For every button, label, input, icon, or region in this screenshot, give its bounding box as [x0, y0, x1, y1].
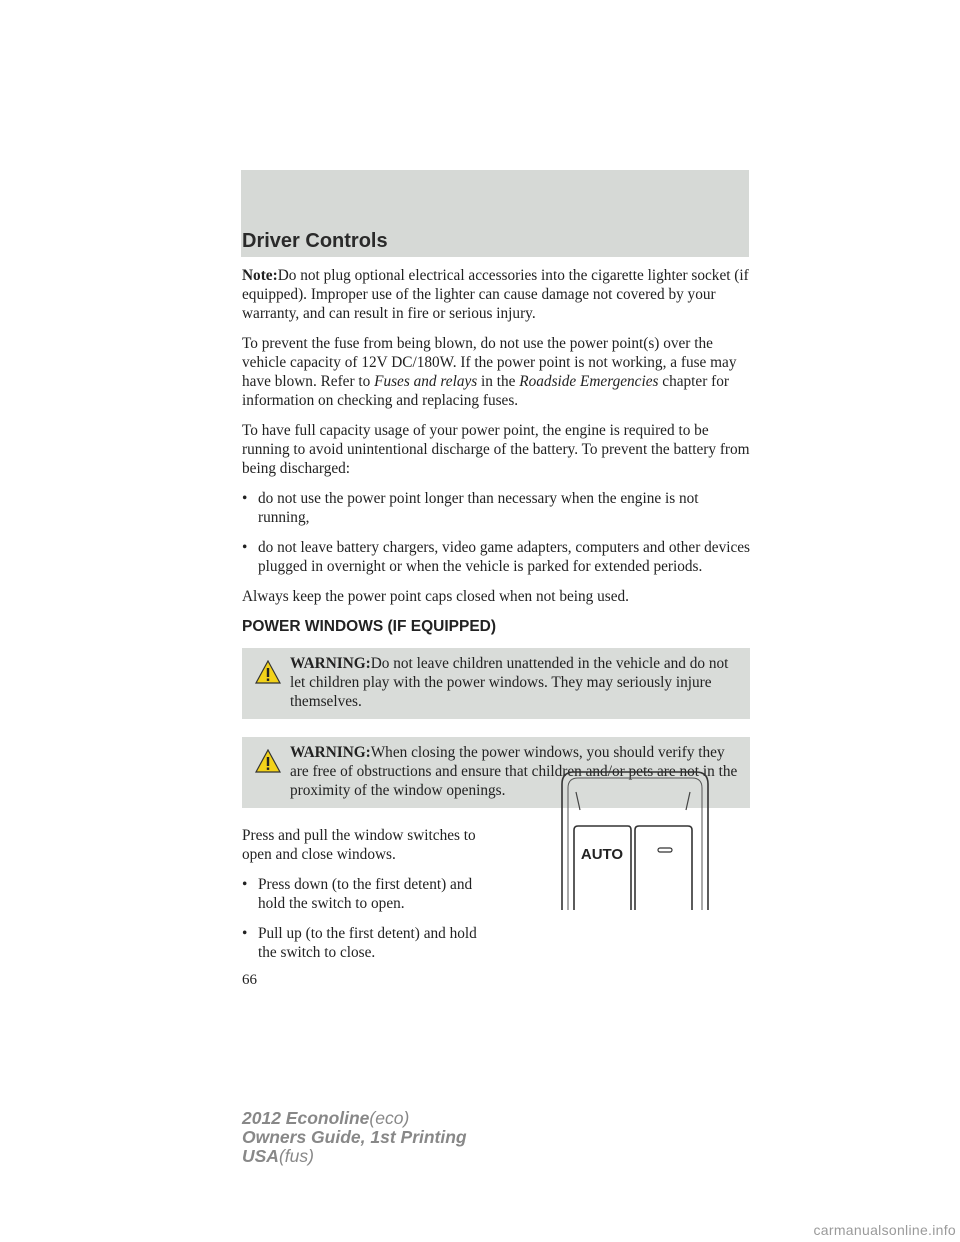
bullet-icon: •	[242, 876, 248, 893]
auto-label: AUTO	[580, 846, 624, 863]
switch-indicator-icon	[658, 848, 672, 852]
fuses-relays-reference: Fuses and relays	[374, 373, 478, 390]
list-item: • do not use the power point longer than necessary when the engine is not running,	[242, 490, 699, 526]
warning-triangle-icon	[255, 660, 281, 684]
bullet-icon: •	[242, 539, 248, 556]
watermark: carmanualsonline.info	[813, 1222, 956, 1238]
bullet-icon: •	[242, 925, 248, 942]
section-title: POWER WINDOWS (IF EQUIPPED)	[242, 618, 497, 635]
fuse-paragraph: To prevent the fuse from being blown, do not use the power point(s) over the vehicle capacity of 12V DC/180W. If the power point is not working, a fuse may have blown. Refer to Fuses and relays in the Roadside Emergencies chapter for information on checking and replacing fuses.	[242, 335, 737, 409]
page-number: 66	[242, 972, 257, 988]
warning-box: WARNING:When closing the power windows, you should verify they are free of obstructions and ensure that children and/or pets are not in the proximity of the window openings.	[242, 737, 750, 808]
note-paragraph: Note:Do not plug optional electrical accessories into the cigarette lighter socket (if equipped). Improper use of the lighter can cause damage not covered by your warranty, and can result in fire or serious injury.	[242, 267, 749, 322]
window-switch-illustration	[560, 770, 710, 912]
window-switch-paragraph: Press and pull the window switches to open and close windows.	[242, 827, 476, 863]
roadside-emergencies-reference: Roadside Emergencies	[519, 373, 659, 390]
caps-paragraph: Always keep the power point caps closed when not being used.	[242, 588, 630, 605]
list-item: • Pull up (to the first detent) and hold the switch to close.	[242, 925, 477, 961]
bullet-icon: •	[242, 490, 248, 507]
list-item: • do not leave battery chargers, video game adapters, computers and other devices plugged in overnight or when the vehicle is parked for extended periods.	[242, 539, 751, 575]
warning-box: WARNING:Do not leave children unattended in the vehicle and do not let children play with the power windows. They may seriously injure themselves.	[242, 648, 750, 719]
page-title: Driver Controls	[242, 230, 388, 252]
footer: 2012 Econoline(eco) Owners Guide, 1st Printing USA(fus)	[242, 1108, 467, 1166]
list-item: • Press down (to the first detent) and hold the switch to open.	[242, 876, 473, 912]
warning-triangle-icon	[255, 749, 281, 773]
capacity-paragraph: To have full capacity usage of your power point, the engine is required to be running to avoid unintentional discharge of the battery. To prevent the battery from being discharged:	[242, 422, 750, 477]
